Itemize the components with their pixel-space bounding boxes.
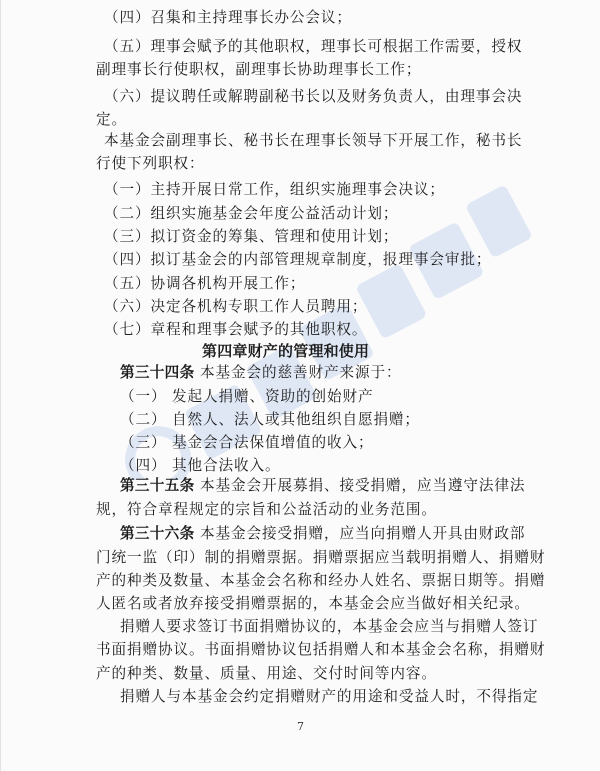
text-line: （五）协调各机构开展工作； xyxy=(104,275,306,292)
article-35 xyxy=(1,476,600,496)
text-line: 捐赠人要求签订书面捐赠协议的，本基金会应当与捐赠人签订 xyxy=(120,618,539,635)
article-label: 第三十五条 xyxy=(120,477,195,494)
text-line: 人匿名或者放弃接受捐赠票据的，本基金会应当做好相关纪录。 xyxy=(96,595,530,612)
text-line: （四）召集和主持理事长办公会议； xyxy=(104,9,352,26)
text-line: 产的种类及数量、本基金会名称和经办人姓名、票据日期等。捐赠 xyxy=(96,572,546,589)
list-item: （四） 其他合法收入。 xyxy=(120,457,281,474)
text-line: （一）主持开展日常工作，组织实施理事会决议； xyxy=(104,181,445,198)
article-label: 第三十六条 xyxy=(120,525,195,542)
article-36 xyxy=(1,524,600,544)
text-line: 行使下列职权： xyxy=(96,155,205,172)
text-line: 定。 xyxy=(96,111,127,128)
list-item: （二） 自然人、法人或其他组织自愿捐赠； xyxy=(120,411,420,428)
text-line: 门统一监（印）制的捐赠票据。捐赠票据应当载明捐赠人、捐赠财 xyxy=(96,549,546,566)
text-line: （七）章程和理事会赋予的其他职权。 xyxy=(104,321,368,338)
article-text: 本基金会接受捐赠，应当向捐赠人开具由财政部 xyxy=(200,525,526,542)
article-label: 第三十四条 xyxy=(120,364,195,381)
text-line: 捐赠人与本基金会约定捐赠财产的用途和受益人时，不得指定 xyxy=(120,688,539,705)
list-item: （一） 发起人捐赠、资助的创始财产 xyxy=(120,388,374,405)
chapter-heading: 第四章财产的管理和使用 xyxy=(202,342,370,360)
text-line: （六）提议聘任或解聘副秘书长以及财务负责人，由理事会决 xyxy=(104,88,523,105)
text-line: （六）决定各机构专职工作人员聘用； xyxy=(104,298,368,315)
text-line: 书面捐赠协议。书面捐赠协议包括捐赠人和本基金会名称，捐赠财 xyxy=(96,641,546,658)
text-line: 副理事长行使职权，副理事长协助理事长工作； xyxy=(96,61,422,78)
article-text: 本基金会开展募捐、接受捐赠，应当遵守法律法 xyxy=(200,477,526,494)
article-34 xyxy=(1,363,600,383)
text-line: 规，符合章程规定的宗旨和公益活动的业务范围。 xyxy=(96,501,437,518)
text-line: （五）理事会赋予的其他职权，理事长可根据工作需要，授权 xyxy=(104,38,523,55)
text-line: （三）拟订资金的筹集、管理和使用计划； xyxy=(104,228,399,245)
text-line: （二）组织实施基金会年度公益活动计划； xyxy=(104,205,399,222)
text-line: 产的种类、数量、质量、用途、交付时间等内容。 xyxy=(96,665,437,682)
text-line: （四）拟订基金会的内部管理规章制度，报理事会审批； xyxy=(104,251,492,268)
page-number: 7 xyxy=(297,720,304,733)
list-item: （三） 基金会合法保值增值的收入； xyxy=(120,434,374,451)
article-text: 本基金会的慈善财产来源于： xyxy=(200,364,402,381)
text-line: 本基金会副理事长、秘书长在理事长领导下开展工作，秘书长 xyxy=(104,132,523,149)
